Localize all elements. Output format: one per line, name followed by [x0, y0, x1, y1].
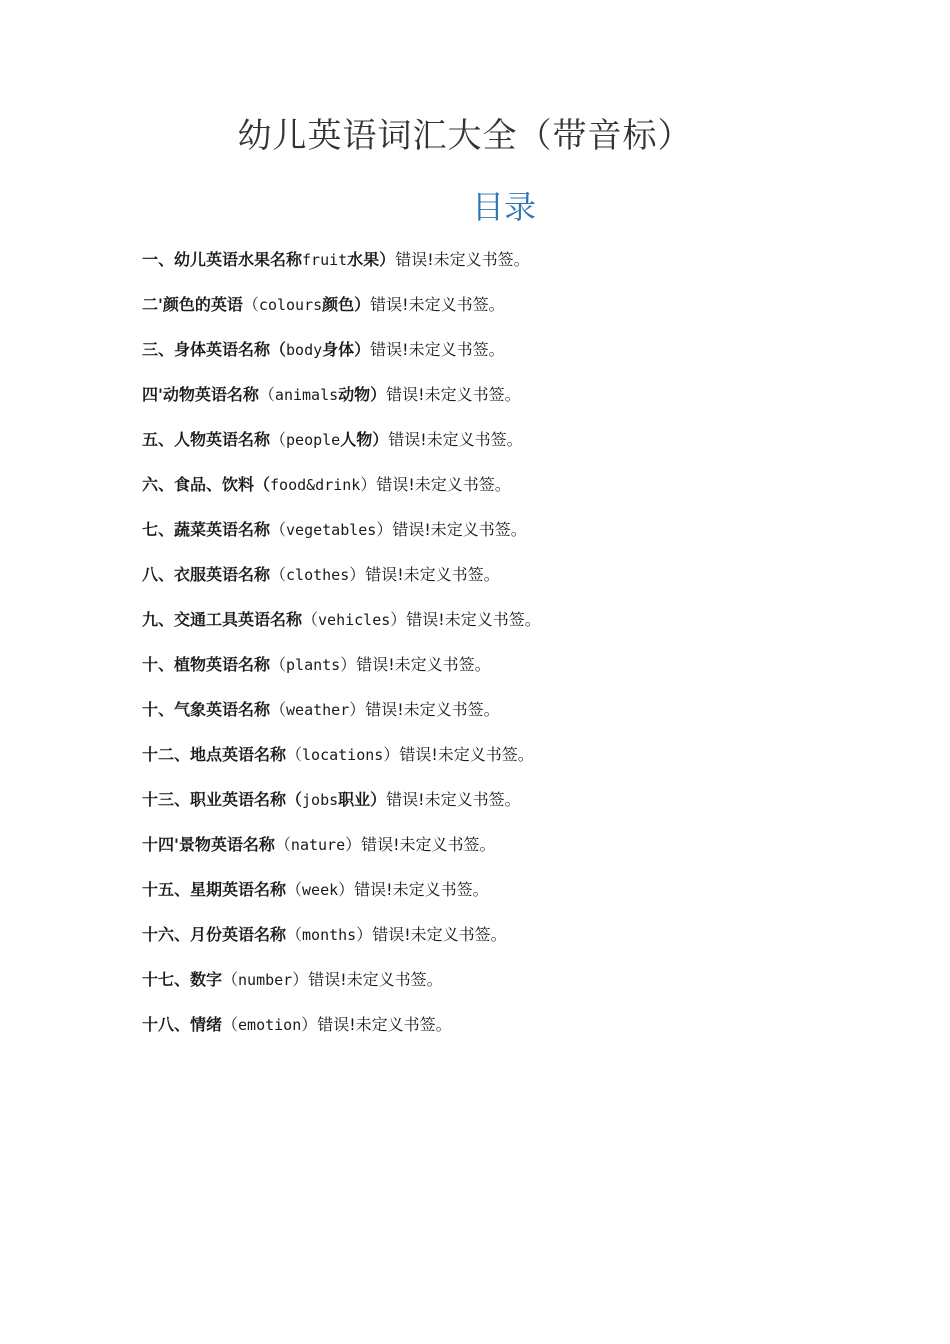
table-of-contents — [142, 246, 541, 1056]
toc-entry-title: 一、幼儿英语水果名称 — [142, 250, 303, 269]
toc-entry-status: 错误!未定义书签。 — [365, 700, 500, 719]
toc-entry-title: 七、蔬菜英语名称 — [142, 520, 271, 539]
toc-entry-status: 错误!未定义书签。 — [399, 745, 534, 764]
toc-entry-english: number — [238, 971, 293, 989]
toc-entry-status: 错误!未定义书签。 — [392, 520, 527, 539]
toc-entry[interactable] — [142, 786, 541, 831]
toc-entry-tail: ） — [292, 970, 309, 989]
toc-entry-status: 错误!未定义书签。 — [388, 430, 523, 449]
toc-entry-title: 十二、地点英语名称 — [142, 745, 287, 764]
toc-entry-tail: ） — [360, 475, 377, 494]
toc-entry-open-paren: （ — [258, 385, 275, 404]
toc-entry-open-paren: （ — [270, 520, 287, 539]
toc-entry-tail: ） — [390, 610, 407, 629]
toc-entry-tail: 职业） — [338, 790, 387, 809]
toc-entry[interactable] — [142, 426, 541, 471]
toc-entry-status: 错误!未定义书签。 — [354, 880, 489, 899]
toc-entry[interactable] — [142, 921, 541, 966]
toc-entry-open-paren: （ — [242, 295, 259, 314]
toc-entry-open-paren: （ — [270, 700, 287, 719]
toc-entry-status: 错误!未定义书签。 — [317, 1015, 452, 1034]
toc-entry-open-paren: （ — [222, 1015, 239, 1034]
toc-entry-title: 十八、情绪 — [142, 1015, 223, 1034]
toc-entry-title: 十五、星期英语名称 — [142, 880, 287, 899]
toc-entry-open-paren: （ — [274, 835, 291, 854]
toc-entry-title: 十、气象英语名称 — [142, 700, 271, 719]
toc-entry-tail: ） — [376, 520, 393, 539]
toc-entry-open-paren: （ — [222, 970, 239, 989]
toc-entry-tail: ） — [338, 880, 355, 899]
toc-entry-open-paren: （ — [270, 655, 287, 674]
toc-entry[interactable] — [142, 561, 541, 606]
toc-entry-english: nature — [290, 836, 346, 854]
toc-entry-english: months — [302, 926, 357, 944]
toc-entry-english: fruit — [302, 251, 348, 269]
toc-entry-tail: ） — [356, 925, 373, 944]
toc-entry-status: 错误!未定义书签。 — [370, 295, 505, 314]
toc-entry-title: 六、食品、饮料（ — [142, 475, 271, 494]
toc-entry-title: 十七、数字 — [142, 970, 223, 989]
toc-entry-tail: ） — [383, 745, 400, 764]
toc-entry-english: weather — [286, 701, 350, 719]
toc-entry-title: 四'动物英语名称 — [142, 385, 259, 404]
toc-entry-tail: 身体） — [322, 340, 371, 359]
toc-entry-english: food&drink — [270, 476, 361, 494]
toc-entry[interactable] — [142, 651, 541, 696]
toc-entry-title: 九、交通工具英语名称 — [142, 610, 303, 629]
toc-entry-title: 八、衣服英语名称 — [142, 565, 271, 584]
toc-entry-status: 错误!未定义书签。 — [361, 835, 496, 854]
toc-entry-tail: 人物） — [340, 430, 389, 449]
toc-entry[interactable] — [142, 516, 541, 561]
toc-entry-english: vegetables — [286, 521, 377, 539]
toc-entry[interactable] — [142, 1011, 541, 1056]
toc-entry[interactable] — [142, 966, 541, 1011]
toc-entry-english: vehicles — [318, 611, 391, 629]
toc-entry-open-paren: （ — [270, 565, 287, 584]
toc-entry-status: 错误!未定义书签。 — [365, 565, 500, 584]
toc-entry-open-paren: （ — [286, 745, 303, 764]
toc-entry-title: 三、身体英语名称（ — [142, 340, 287, 359]
toc-entry-english: body — [286, 341, 323, 359]
toc-entry-english: plants — [286, 656, 341, 674]
toc-entry[interactable] — [142, 471, 541, 516]
toc-entry-title: 十、植物英语名称 — [142, 655, 271, 674]
toc-entry-status: 错误!未定义书签。 — [386, 385, 521, 404]
toc-entry-open-paren: （ — [286, 790, 303, 809]
toc-entry-tail: ） — [340, 655, 357, 674]
toc-entry-tail: 水果） — [347, 250, 396, 269]
toc-entry-title: 二'颜色的英语 — [142, 295, 243, 314]
toc-entry-tail: ） — [345, 835, 362, 854]
toc-entry-english: animals — [274, 386, 339, 404]
toc-entry-tail: ） — [301, 1015, 318, 1034]
toc-entry-english: locations — [302, 746, 384, 764]
toc-entry-open-paren: （ — [286, 925, 303, 944]
toc-entry-tail: 颜色） — [322, 295, 371, 314]
toc-entry[interactable] — [142, 606, 541, 651]
toc-entry-title: 十四'景物英语名称 — [142, 835, 275, 854]
toc-entry-status: 错误!未定义书签。 — [376, 475, 511, 494]
toc-entry[interactable] — [142, 336, 541, 381]
toc-entry-english: colours — [258, 296, 323, 314]
toc-entry-english: clothes — [286, 566, 350, 584]
toc-entry[interactable] — [142, 831, 541, 876]
toc-entry-english: jobs — [302, 791, 339, 809]
toc-entry[interactable] — [142, 741, 541, 786]
toc-entry-title: 五、人物英语名称 — [142, 430, 271, 449]
toc-entry[interactable] — [142, 876, 541, 921]
toc-entry-status: 错误!未定义书签。 — [406, 610, 541, 629]
toc-entry-status: 错误!未定义书签。 — [372, 925, 507, 944]
toc-entry-status: 错误!未定义书签。 — [395, 250, 530, 269]
toc-entry[interactable] — [142, 291, 541, 336]
toc-entry-english: people — [286, 431, 341, 449]
toc-entry-status: 错误!未定义书签。 — [308, 970, 443, 989]
toc-entry-tail: ） — [349, 565, 366, 584]
toc-heading: 目录 — [471, 188, 536, 226]
toc-entry-open-paren: （ — [286, 880, 303, 899]
toc-entry[interactable] — [142, 246, 541, 291]
toc-entry-title: 十六、月份英语名称 — [142, 925, 287, 944]
toc-entry-open-paren: （ — [302, 610, 319, 629]
toc-entry[interactable] — [142, 696, 541, 741]
toc-entry-open-paren: （ — [270, 430, 287, 449]
toc-entry-status: 错误!未定义书签。 — [370, 340, 505, 359]
document-title: 幼儿英语词汇大全（带音标） — [237, 116, 693, 156]
toc-entry[interactable] — [142, 381, 541, 426]
toc-entry-tail: ） — [349, 700, 366, 719]
toc-entry-english: week — [302, 881, 339, 899]
toc-entry-english: emotion — [238, 1016, 302, 1034]
toc-entry-tail: 动物） — [338, 385, 387, 404]
toc-entry-title: 十三、职业英语名称 — [142, 790, 287, 809]
toc-entry-status: 错误!未定义书签。 — [356, 655, 491, 674]
toc-entry-status: 错误!未定义书签。 — [386, 790, 521, 809]
